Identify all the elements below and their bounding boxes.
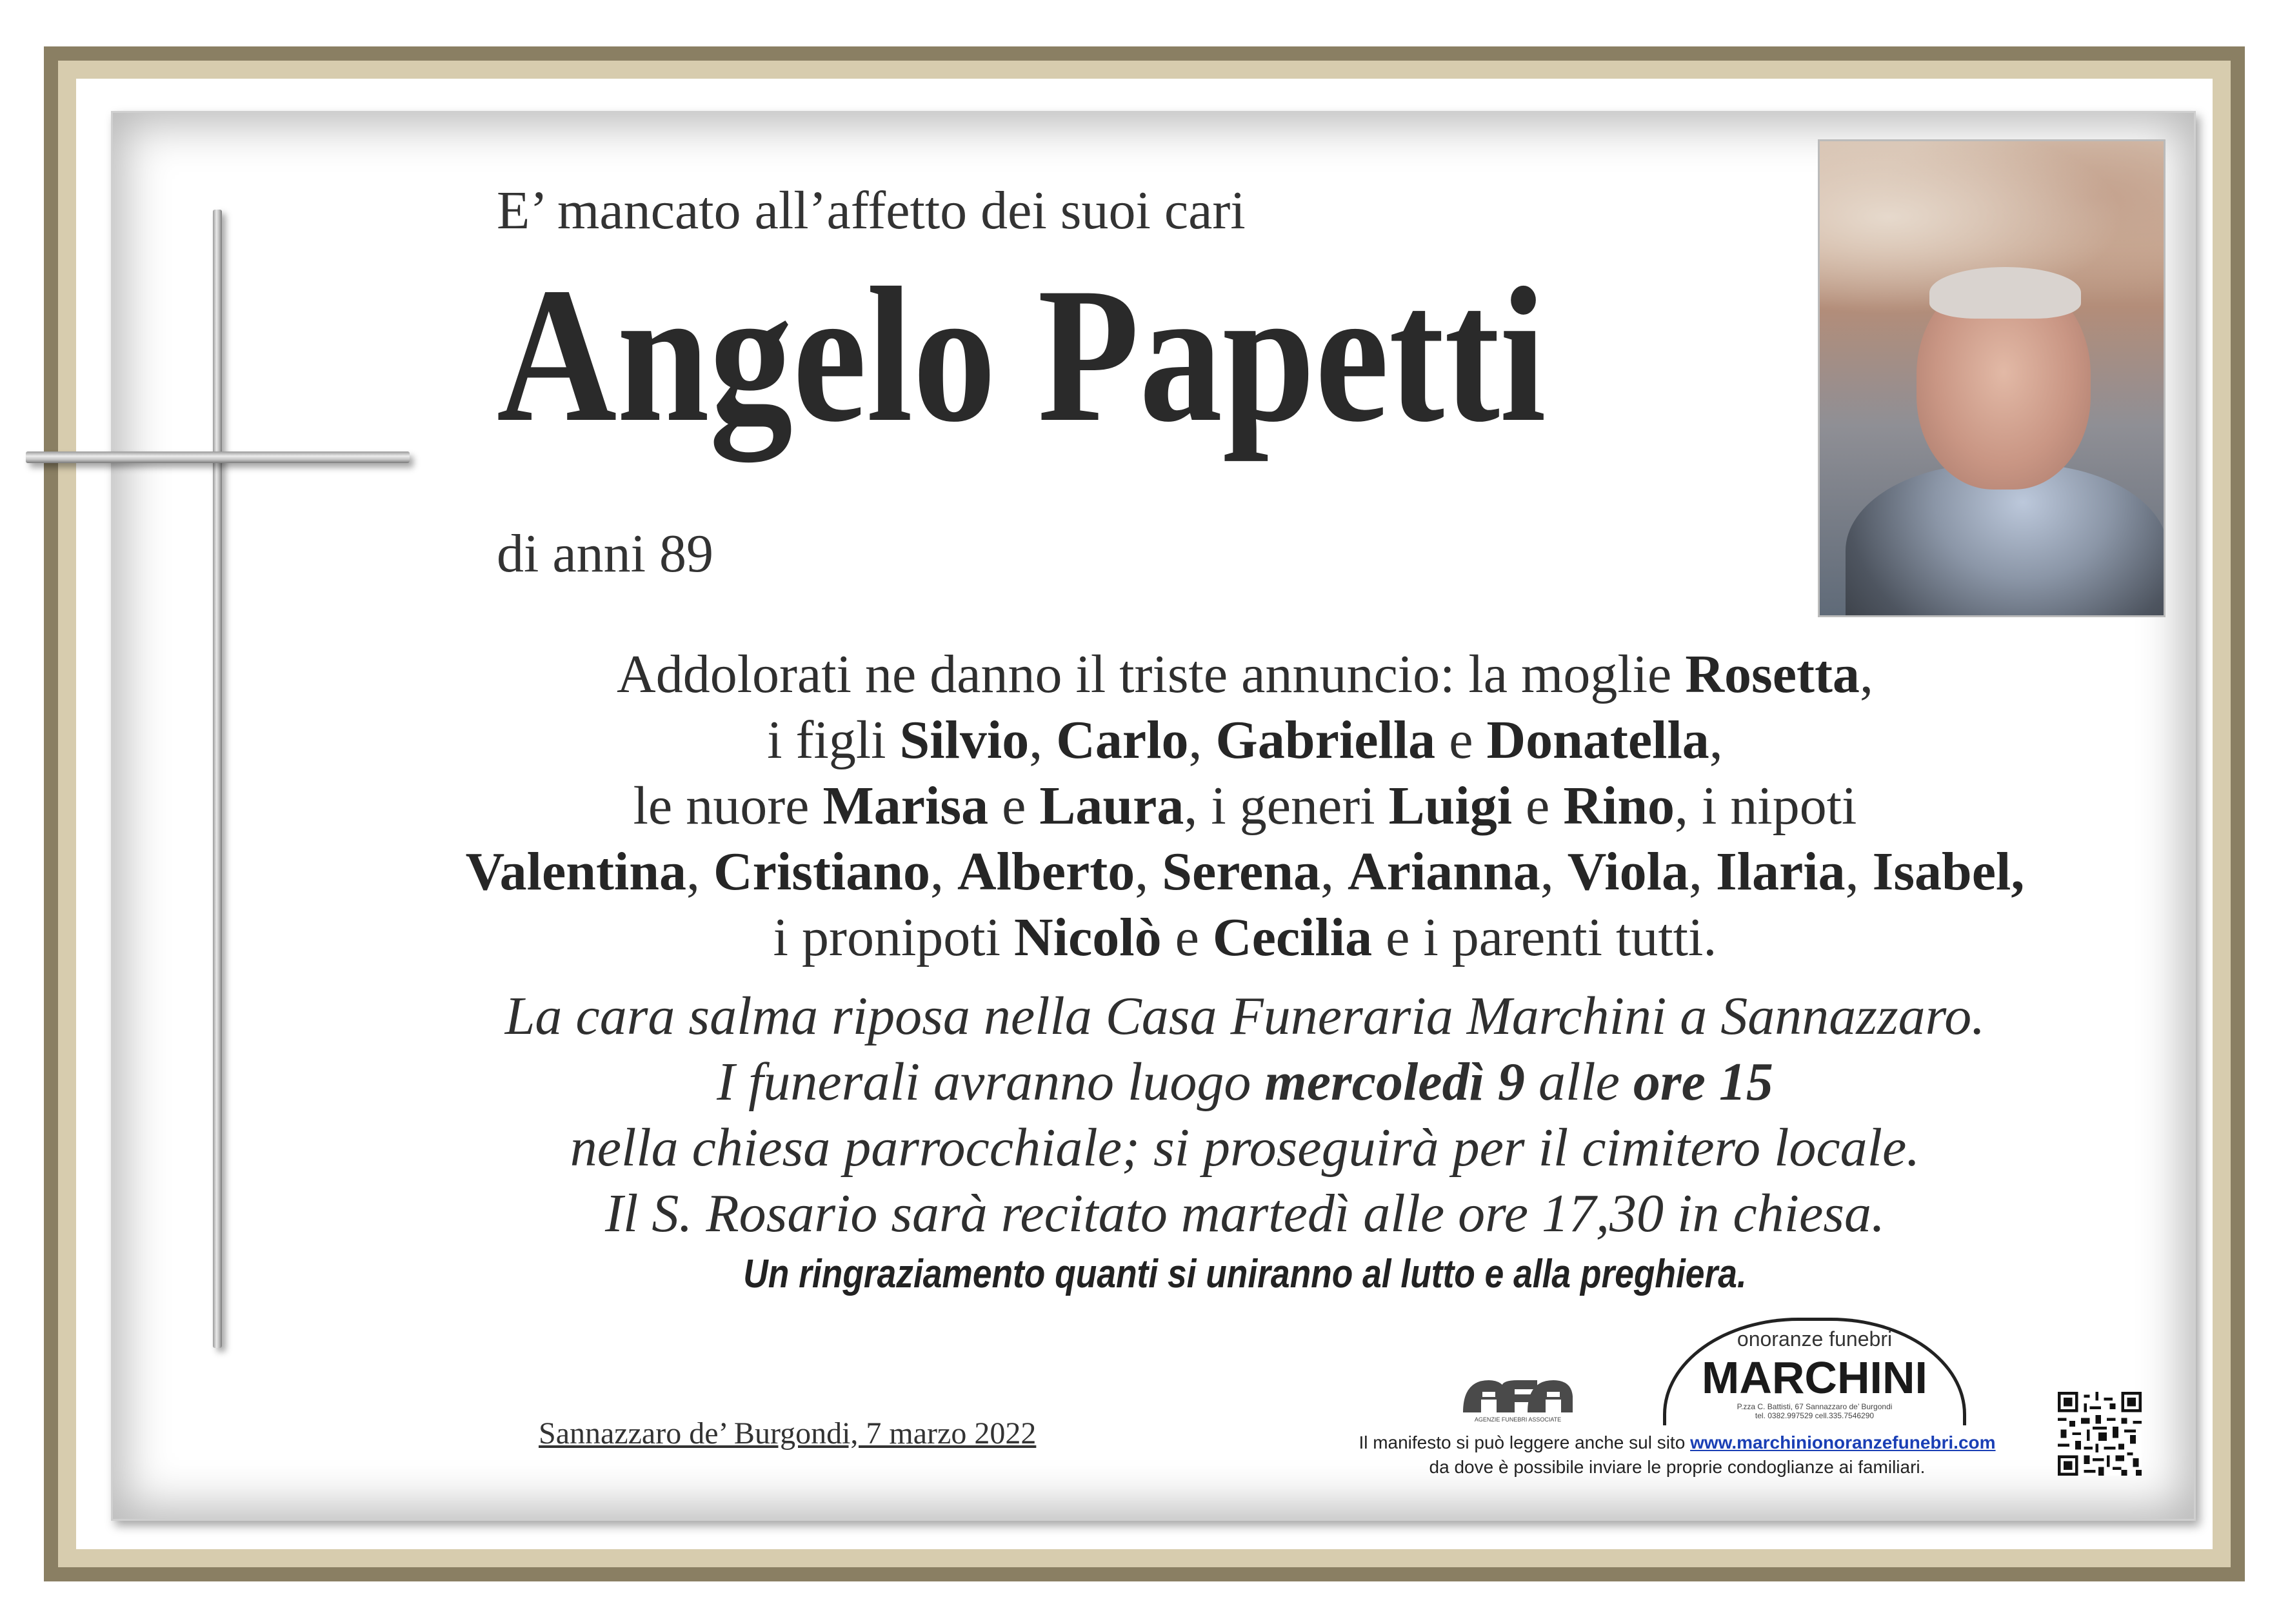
thanks-text: Un ringraziamento quanti si uniranno al lutto e alla preghiera. (743, 1252, 1747, 1296)
text: le nuore (633, 776, 823, 836)
announcement-line-5 (400, 905, 2090, 971)
text: , (1029, 710, 1057, 770)
great-grandchild-name: Cecilia (1212, 907, 1373, 967)
text: , (1859, 644, 1873, 704)
grandchild-name: Isabel, (1872, 842, 2025, 902)
funeral-line-4: Il S. Rosario sarà recitato martedì alle ore 17,30 in chiesa. (605, 1183, 1885, 1243)
text: e (1161, 907, 1213, 967)
wife-name: Rosetta (1685, 644, 1860, 704)
grandchild-name: Arianna (1348, 842, 1540, 902)
cross-icon-vertical (213, 210, 222, 1348)
text: , i nipoti (1675, 776, 1857, 836)
child-name: Carlo (1056, 710, 1189, 770)
announcement-text (400, 642, 2090, 971)
child-name: Silvio (899, 710, 1030, 770)
grandchild-name: Cristiano (713, 842, 930, 902)
funeral-line-2 (400, 1049, 2090, 1115)
afa-caption: AGENZIE FUNEBRI ASSOCIATE (1474, 1416, 1562, 1423)
announcement-line-1 (400, 642, 2090, 708)
photo-hair (1929, 267, 2081, 319)
funeral-details (400, 984, 2090, 1247)
text: , (1845, 842, 1873, 902)
agency-address: P.zza C. Battisti, 67 Sannazzaro de’ Burgondi (1737, 1402, 1893, 1411)
grandchild-name: Serena (1162, 842, 1321, 902)
funeral-line-3: nella chiesa parrocchiale; si proseguirà per il cimitero locale. (570, 1118, 1920, 1178)
daughter-in-law-name: Laura (1039, 776, 1184, 836)
son-in-law-name: Rino (1563, 776, 1675, 836)
agency-phones: tel. 0382.997529 cell.335.7546290 (1755, 1411, 1875, 1420)
agency-tagline: onoranze funebri (1737, 1327, 1893, 1351)
website-line-1 (1322, 1431, 2032, 1455)
text: e (1512, 776, 1564, 836)
text: I funerali avranno luogo (717, 1052, 1265, 1112)
text: e i parenti tutti. (1372, 907, 1717, 967)
website-line-2: da dove è possibile inviare le proprie condoglianze ai familiari. (1429, 1457, 1926, 1477)
qr-code-icon[interactable] (2058, 1392, 2142, 1476)
website-link[interactable]: www.marchinionoranzefunebri.com (1690, 1432, 1996, 1452)
text: , (686, 842, 713, 902)
text: Addolorati ne danno il triste annuncio: la moglie (617, 644, 1686, 704)
grandchild-name: Ilaria (1715, 842, 1846, 902)
deceased-age: di anni 89 (497, 524, 713, 584)
place-date: Sannazzaro de’ Burgondi, 7 marzo 2022 (539, 1416, 1037, 1451)
text: Il manifesto si può leggere anche sul sito (1359, 1432, 1691, 1452)
text: , (930, 842, 957, 902)
text: , i generi (1184, 776, 1389, 836)
grandchild-name: Valentina (465, 842, 686, 902)
agency-contacts (1666, 1402, 1963, 1420)
child-name: Gabriella (1215, 710, 1436, 770)
text: , (1540, 842, 1568, 902)
daughter-in-law-name: Marisa (822, 776, 989, 836)
agency-logo (1663, 1318, 1966, 1425)
great-grandchild-name: Nicolò (1013, 907, 1162, 967)
text: , (1320, 842, 1348, 902)
text: i pronipoti (773, 907, 1014, 967)
website-notice (1322, 1431, 2032, 1480)
grandchild-name: Alberto (957, 842, 1135, 902)
deceased-name: Angelo Papetti (497, 248, 1546, 462)
text: , (1688, 842, 1716, 902)
text: e (988, 776, 1040, 836)
announcement-line-2 (400, 708, 2090, 773)
son-in-law-name: Luigi (1388, 776, 1513, 836)
funeral-line-1: La cara salma riposa nella Casa Funeraria Marchini a Sannazzaro. (504, 986, 1986, 1046)
deceased-photo (1818, 139, 2166, 617)
text: , (1135, 842, 1162, 902)
announcement-line-3 (400, 773, 2090, 839)
text: e (1435, 710, 1487, 770)
agency-name: MARCHINI (1702, 1352, 1927, 1403)
announcement-line-4 (400, 839, 2090, 905)
text: , (1188, 710, 1216, 770)
grandchild-name: Viola (1567, 842, 1689, 902)
funeral-time: ore 15 (1633, 1052, 1773, 1112)
cross-icon-horizontal (26, 451, 410, 463)
intro-text: E’ mancato all’affetto dei suoi cari (497, 181, 1246, 241)
child-name: Donatella (1486, 710, 1709, 770)
text: alle (1524, 1052, 1633, 1112)
funeral-day: mercoledì 9 (1264, 1052, 1525, 1112)
text: , (1709, 710, 1723, 770)
text: i figli (767, 710, 900, 770)
